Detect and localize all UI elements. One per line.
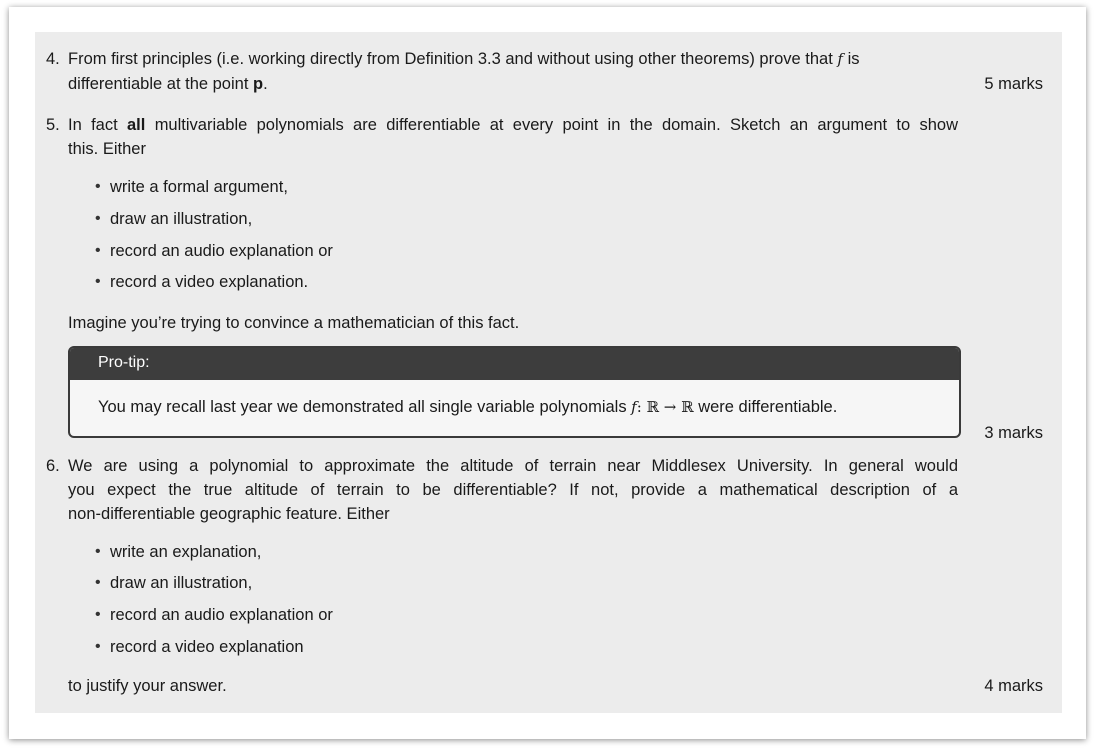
- question-panel: [35, 32, 1062, 713]
- q4-marks: 5 marks: [984, 75, 1043, 93]
- bullet-dot: •: [95, 273, 101, 290]
- pro-tip-title: Pro-tip:: [70, 348, 959, 380]
- q5-text-line2: this. Either: [68, 140, 146, 158]
- q6-number: 6.: [46, 457, 60, 475]
- tip-function-symbol: f: [631, 398, 637, 416]
- pro-tip-box: [68, 346, 961, 438]
- q6-text-line1: We are using a polynomial to approximate the altitude of terrain near Middlesex University. In general would: [68, 457, 958, 475]
- q4-point-symbol: p: [253, 75, 264, 93]
- q6-bullet: record an audio explanation or: [110, 606, 333, 624]
- bullet-dot: •: [95, 178, 101, 195]
- q6-bullet: record a video explanation: [110, 638, 304, 656]
- q6-text-line3: non-differentiable geographic feature. Either: [68, 505, 390, 523]
- q5-emphasis: all: [127, 116, 146, 134]
- q6-bullet: write an explanation,: [110, 543, 262, 561]
- q5-marks: 3 marks: [984, 424, 1043, 442]
- tip-math-mapping: : ℝ → ℝ: [636, 398, 694, 416]
- bullet-dot: •: [95, 543, 101, 560]
- q5-text-line1: In fact all multivariable polynomials are differentiable at every point in the domain. Sketch an argument to show: [68, 116, 958, 134]
- bullet-dot: •: [95, 606, 101, 623]
- q6-marks: 4 marks: [984, 677, 1043, 695]
- q4-number: 4.: [46, 50, 60, 68]
- q5-bullet: record a video explanation.: [110, 273, 309, 291]
- q5-number: 5.: [46, 116, 60, 134]
- q4-text-line1: From first principles (i.e. working directly from Definition 3.3 and without using other theorems) prove that f is: [68, 50, 860, 68]
- q5-closing: Imagine you’re trying to convince a mathematician of this fact.: [68, 314, 520, 332]
- q4-text-line2: differentiable at the point p.: [68, 75, 268, 93]
- bullet-dot: •: [95, 210, 101, 227]
- pro-tip-text: You may recall last year we demonstrated all single variable polynomials f: ℝ → ℝ were differentiable.: [98, 398, 838, 416]
- q5-bullet: record an audio explanation or: [110, 242, 333, 260]
- q5-bullet: draw an illustration,: [110, 210, 253, 228]
- q4-function-symbol: f: [837, 50, 843, 68]
- bullet-dot: •: [95, 638, 101, 655]
- q6-text-line2: you expect the true altitude of terrain to be differentiable? If not, provide a mathematical description of a: [68, 481, 958, 499]
- bullet-dot: •: [95, 574, 101, 591]
- q5-bullet: write a formal argument,: [110, 178, 288, 196]
- bullet-dot: •: [95, 242, 101, 259]
- q6-closing: to justify your answer.: [68, 677, 227, 695]
- q6-bullet: draw an illustration,: [110, 574, 253, 592]
